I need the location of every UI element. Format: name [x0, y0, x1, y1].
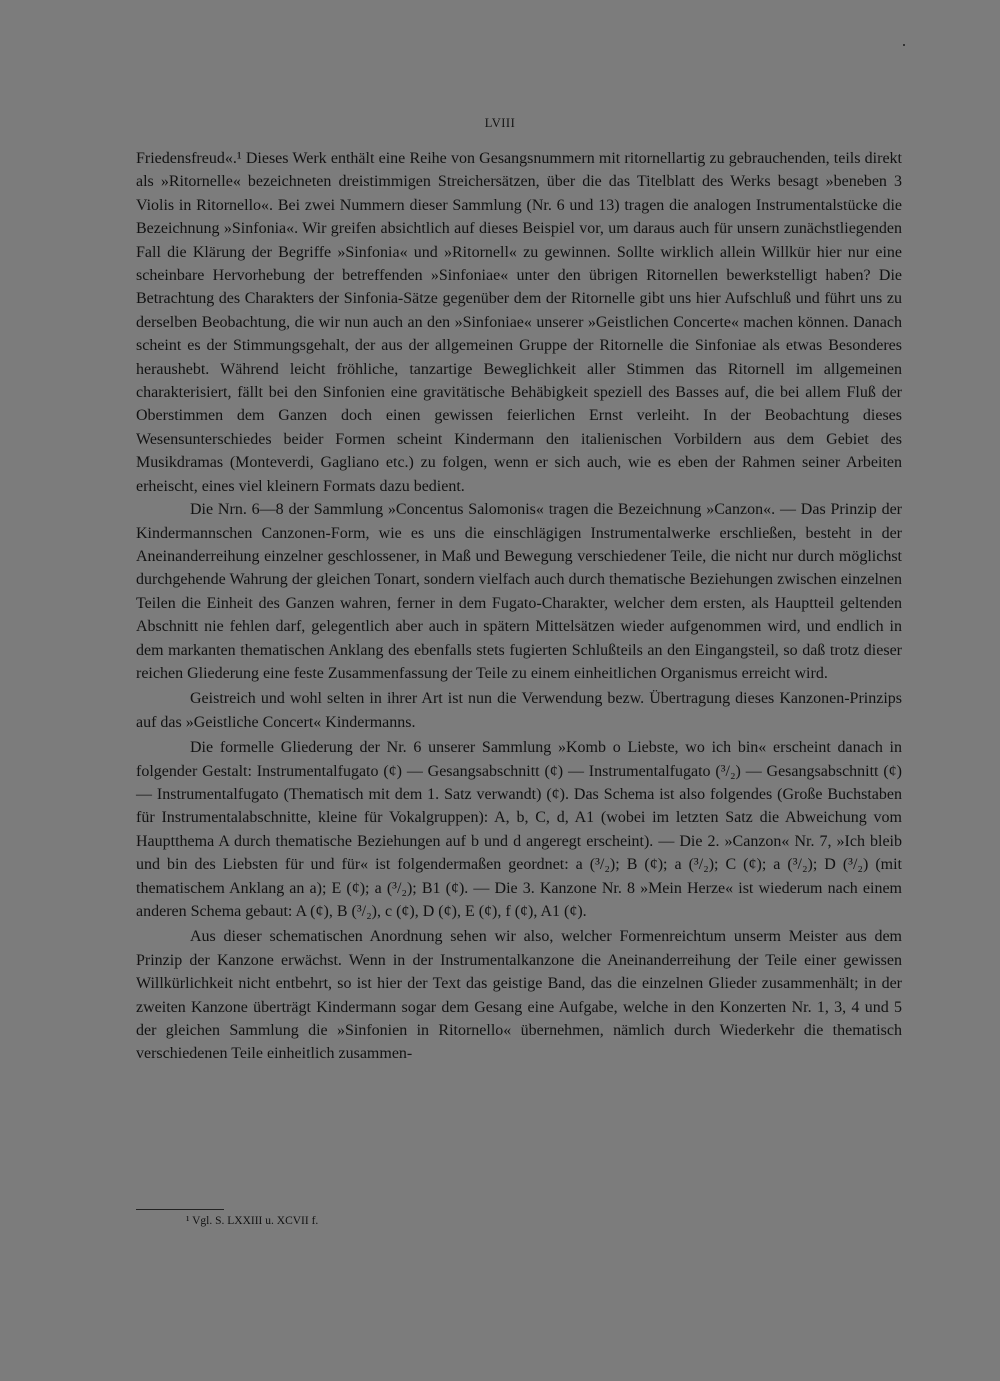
- paragraph-1: Friedensfreud«.¹ Dieses Werk enthält eine Reihe von Gesangsnummern mit ritornellartig zu gebrauchenden, teils direkt als »Ritornelle« bezeichneten dreistimmigen Streichersätzen, über die das Titelblatt des Werks besagt »beneben 3 Violis in Ritornello«. Bei zwei Nummern dieser Sammlung (Nr. 6 und 13) tragen die analogen Instrumentalstücke die Bezeichnung »Sinfonia«. Wir greifen absichtlich auf dieses Beispiel vor, um daraus auch für unsern zunächstliegenden Fall die Klärung der Begriffe »Sinfonia« und »Ritornell« zu gewinnen. Sollte wirklich allein Willkür hier nur eine scheinbare Hervorhebung der betreffenden »Sinfoniae« unter den übrigen Ritornellen bewerkstelligt haben? Die Betrachtung des Charakters der Sinfonia-Sätze gegenüber dem der Ritornelle gibt uns hier Aufschluß und führt uns zu derselben Beobachtung, die wir nun auch an den »Sinfoniae« unserer »Geistlichen Concerte« machen können. Danach scheint es der Stimmungsgehalt, der aus der allgemeinen Gruppe der Ritornelle die Sinfoniae als etwas Besonderes heraushebt. Während leicht fröhliche, tanzartige Beweglichkeit aller Stimmen das Ritornell im allgemeinen charakterisiert, fällt bei den Sinfonien eine gravitätische Behäbigkeit speziell des Basses auf, die bei allem Fluß der Oberstimmen dem Ganzen doch einen gewissen feierlichen Ernst verleiht. In der Beobachtung dieses Wesensunterschiedes beider Formen scheint Kindermann den italienischen Vorbildern aus dem Gebiet des Musikdramas (Monteverdi, Gagliano etc.) zu folgen, wenn er sich auch, wie es eben der Rahmen seiner Arbeiten erheischt, eines viel kleinern Formats dazu bedient.: [136, 150, 902, 495]
- paragraph-3: Geistreich und wohl selten in ihrer Art ist nun die Verwendung bezw. Übertragung dieses Kanzonen-Prinzips auf das »Geistliche Concert« Kindermanns.: [136, 690, 902, 731]
- footnote-divider: [136, 1209, 224, 1210]
- body-text: [136, 147, 902, 1066]
- paragraph-2: Die Nrn. 6—8 der Sammlung »Concentus Salomonis« tragen die Bezeichnung »Canzon«. — Das Prinzip der Kindermannschen Canzonen-Form, wie es uns die einschlägigen Instrumentalwerke erschließen, besteht in der Aneinanderreihung einzelner geschlossener, in Maß und Bewegung verschiedener Teile, die nicht nur durch möglichst durchgehende Wahrung der gleichen Tonart, sondern vielfach auch durch thematische Beziehungen zwischen einzelnen Teilen die Einheit des Ganzen wahren, ferner in dem Fugato-Charakter, welcher dem ersten, als Hauptteil geltenden Abschnitt nie fehlen darf, gelegentlich aber auch in spätern Mittelsätzen wieder aufgenommen wird, und endlich in dem markanten thematischen Anklang des ebenfalls stets fugierten Schlußteils an den Eingangsteil, so daß trotz dieser reichen Gliederung eine feste Zusammenfassung der Teile zu einem einheitlichen Organismus erreicht wird.: [136, 501, 902, 682]
- speck-mark: [903, 44, 905, 46]
- footnote: ¹ Vgl. S. LXXIII u. XCVII f.: [186, 1215, 319, 1227]
- paragraph-5: Aus dieser schematischen Anordnung sehen wir also, welcher Formenreichtum unserm Meister aus dem Prinzip der Kanzone erwächst. Wenn in der Instrumentalkanzone die Aneinanderreihung der Teile einer gewissen Willkürlichkeit nicht entbehrt, so ist hier der Text das geistige Band, das die einzelnen Glieder zusammenhält; in der zweiten Kanzone überträgt Kindermann sogar dem Gesang eine Aufgabe, welche in den Konzerten Nr. 1, 3, 4 und 5 der gleichen Sammlung die »Sinfonien in Ritornello« übernehmen, nämlich durch Wiederkehr die thematisch verschiedenen Teile einheitlich zusammen-: [136, 928, 902, 1063]
- page-number: LVIII: [484, 116, 516, 130]
- paragraph-4: Die formelle Gliederung der Nr. 6 unserer Sammlung »Komb o Liebste, wo ich bin« erscheint danach in folgender Gestalt: Instrumentalfugato (¢) — Gesangsabschnitt (¢) — Instrumentalfugato (³/₂) — Gesangsabschnitt (¢) — Instrumentalfugato (Thematisch mit dem 1. Satz verwandt) (¢). Das Schema ist also folgendes (Große Buchstaben für Instrumentalabschnitte, kleine für Vokalgruppen): A, b, C, d, A1 (wobei im letzten Satz die Abweichung vom Hauptthema A durch thematische Beziehungen auf b und d angeregt erscheint). — Die 2. »Canzon« Nr. 7, »Ich bleib und bin des Liebsten für und für« ist folgendermaßen geordnet: a (³/₂); B (¢); a (³/₂); C (¢); a (³/₂); D (³/₂) (mit thematischem Anklang an a); E (¢); a (³/₂); B1 (¢). — Die 3. Kanzone Nr. 8 »Mein Herze« ist wiederum nach einem anderen Schema gebaut: A (¢), B (³/₂), c (¢), D (¢), E (¢), f (¢), A1 (¢).: [136, 739, 902, 920]
